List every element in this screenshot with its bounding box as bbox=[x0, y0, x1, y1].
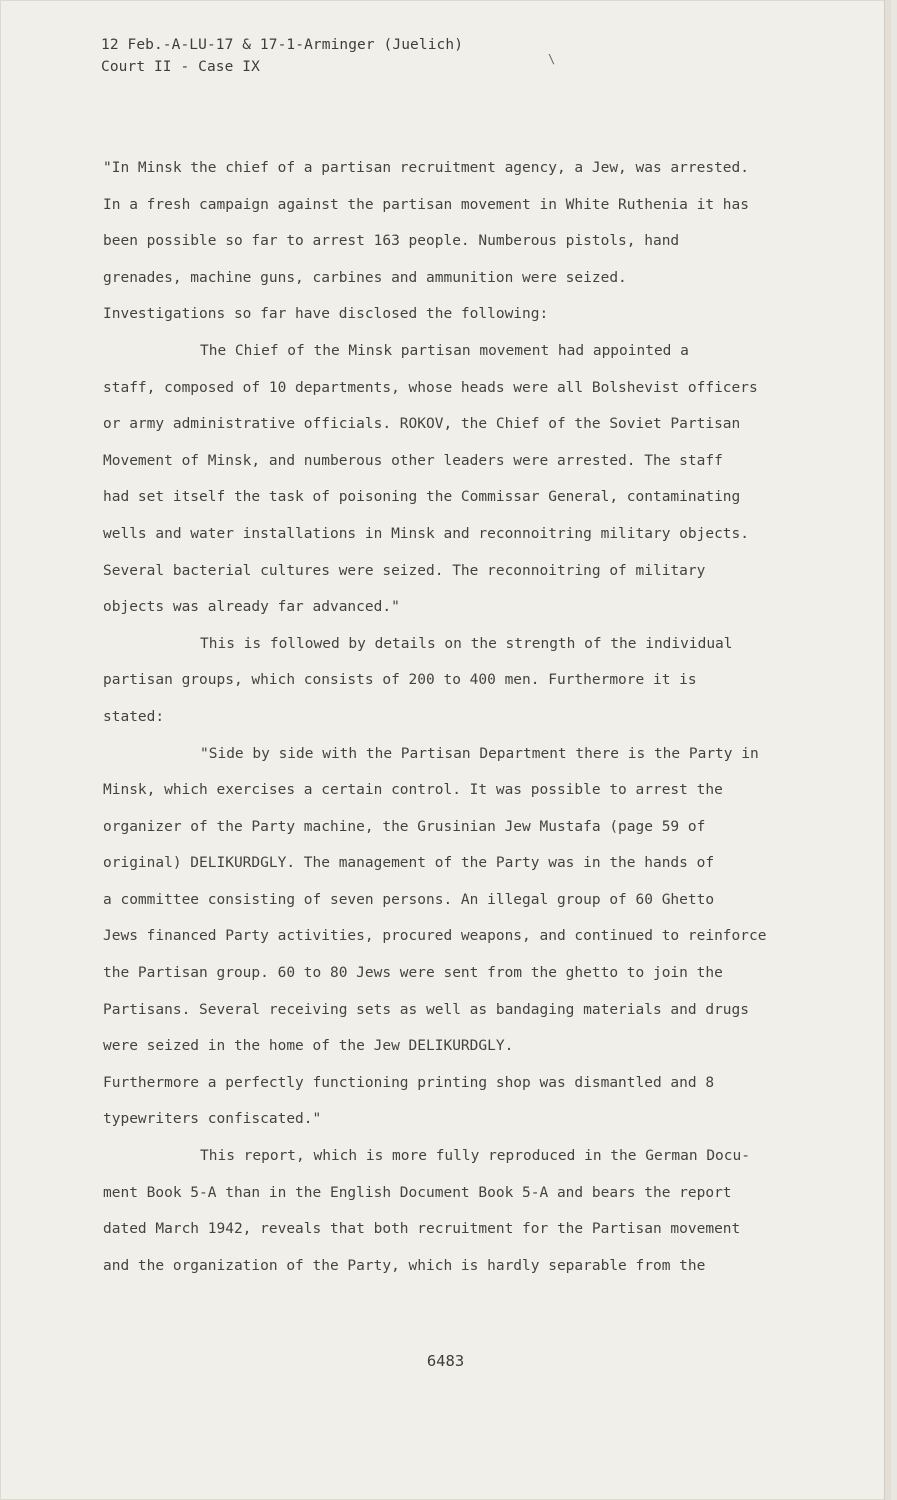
text-line: Partisans. Several receiving sets as well as bandaging materials and drugs bbox=[103, 1001, 750, 1018]
text-line: This report, which is more fully reproduced in the German Docu- bbox=[200, 1148, 750, 1165]
document-body bbox=[103, 150, 848, 1284]
text-line: a committee consisting of seven persons. An illegal group of 60 Ghetto bbox=[103, 891, 715, 908]
text-line: original) DELIKURDGLY. The management of the Party was in the hands of bbox=[103, 855, 715, 872]
text-line: Jews financed Party activities, procured weapons, and continued to reinforce bbox=[103, 928, 767, 945]
text-line: In a fresh campaign against the partisan movement in White Ruthenia it has bbox=[103, 196, 750, 213]
text-line: Movement of Minsk, and numberous other leaders were arrested. The staff bbox=[103, 452, 723, 469]
text-line: staff, composed of 10 departments, whose heads were all Bolshevist officers bbox=[103, 379, 758, 396]
text-line: dated March 1942, reveals that both recruitment for the Partisan movement bbox=[103, 1221, 741, 1238]
text-line: Furthermore a perfectly functioning printing shop was dismantled and 8 bbox=[103, 1074, 715, 1091]
text-line: The Chief of the Minsk partisan movement had appointed a bbox=[200, 342, 689, 359]
text-line: objects was already far advanced." bbox=[103, 599, 400, 616]
text-line: been possible so far to arrest 163 people. Numberous pistols, hand bbox=[103, 233, 680, 250]
text-line: stated: bbox=[103, 708, 165, 725]
header-reference-line: 12 Feb.-A-LU-17 & 17-1-Arminger (Juelich) bbox=[101, 37, 464, 53]
text-line: organizer of the Party machine, the Grusinian Jew Mustafa (page 59 of bbox=[103, 818, 706, 835]
document-header bbox=[101, 34, 463, 78]
page-edge bbox=[884, 0, 891, 1500]
text-line: "Side by side with the Partisan Department there is the Party in bbox=[200, 745, 759, 762]
text-line: typewriters confiscated." bbox=[103, 1111, 322, 1128]
text-line: Investigations so far have disclosed the following: bbox=[103, 306, 549, 323]
text-line: "In Minsk the chief of a partisan recruitment agency, a Jew, was arrested. bbox=[103, 160, 750, 176]
stray-mark: \ bbox=[548, 52, 556, 66]
text-line: grenades, machine guns, carbines and ammunition were seized. bbox=[103, 269, 627, 286]
text-line: partisan groups, which consists of 200 to 400 men. Furthermore it is bbox=[103, 672, 697, 689]
header-court-line: Court II - Case IX bbox=[101, 59, 260, 75]
text-line: the Partisan group. 60 to 80 Jews were sent from the ghetto to join the bbox=[103, 965, 723, 982]
text-line: were seized in the home of the Jew DELIKURDGLY. bbox=[103, 1038, 514, 1055]
text-line: and the organization of the Party, which is hardly separable from the bbox=[103, 1257, 706, 1274]
text-line: Minsk, which exercises a certain control. It was possible to arrest the bbox=[103, 782, 723, 799]
text-line: Several bacterial cultures were seized. The reconnoitring of military bbox=[103, 562, 706, 579]
text-line: wells and water installations in Minsk and reconnoitring military objects. bbox=[103, 525, 750, 542]
text-line: This is followed by details on the strength of the individual bbox=[200, 635, 733, 652]
text-line: ment Book 5-A than in the English Document Book 5-A and bears the report bbox=[103, 1184, 732, 1201]
text-line: had set itself the task of poisoning the Commissar General, contaminating bbox=[103, 489, 741, 506]
text-line: or army administrative officials. ROKOV, the Chief of the Soviet Partisan bbox=[103, 416, 741, 433]
page-number: 6483 bbox=[426, 1352, 465, 1370]
